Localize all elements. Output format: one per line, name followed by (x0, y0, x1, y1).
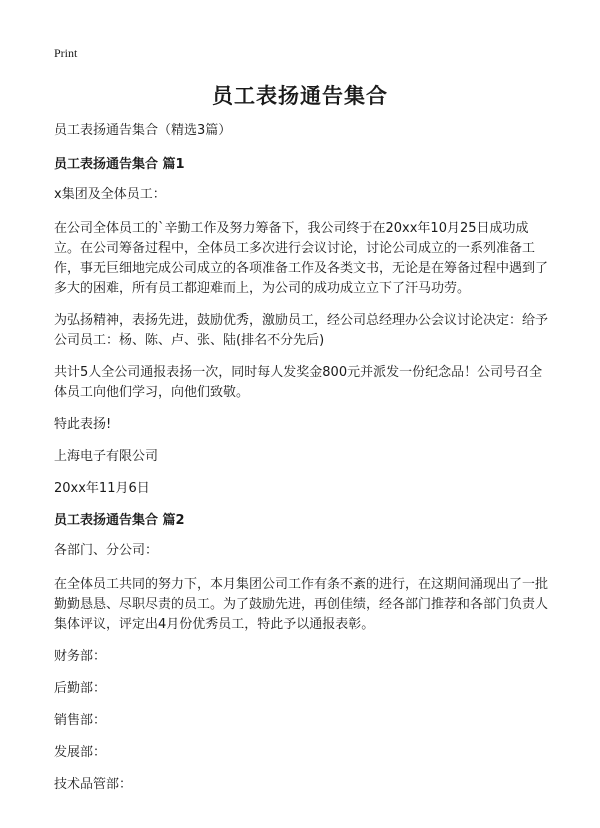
department-logistics: 后勤部： (54, 681, 107, 696)
article2-heading: 员工表扬通告集合 篇2 (54, 513, 185, 528)
intro-text: 员工表扬通告集合（精选3篇） (54, 123, 232, 138)
page-title: 员工表扬通告集合 (212, 84, 388, 108)
document-body (54, 121, 554, 807)
article1-paragraph-1: 在公司全体员工的`辛勤工作及努力筹备下，我公司终于在20xx年10月25日成功成立。在公司筹备过程中，全体员工多次进行会议讨论，讨论公司成立的一系列准备工作，事无巨细地完成公司成立的各项准备工作及各类文书，无论是在筹备过程中遇到了多大的困难，所有员工都迎难而上，为公司的成功成立立下了汗马功劳。 (54, 221, 549, 296)
department-development: 发展部： (54, 745, 107, 760)
print-label: Print (54, 46, 78, 60)
article2-paragraph: 在全体员工共同的努力下，本月集团公司工作有条不紊的进行，在这期间涌现出了一批勤勤恳恳、尽职尽责的员工。为了鼓励先进，再创佳绩，经各部门推荐和各部门负责人集体评议，评定出4月份优秀员工，特此予以通报表彰。 (54, 577, 549, 632)
article1-closing: 特此表扬! (54, 417, 112, 432)
article2-salutation: 各部门、分公司： (54, 543, 159, 558)
article1-company: 上海电子有限公司 (54, 449, 159, 464)
article1-heading: 员工表扬通告集合 篇1 (54, 157, 185, 172)
department-finance: 财务部： (54, 649, 107, 664)
article1-date: 20xx年11月6日 (54, 481, 150, 496)
article1-salutation: x集团及全体员工： (54, 187, 166, 202)
article1-paragraph-2: 为弘扬精神，表扬先进，鼓励优秀，激励员工，经公司总经理办公会议讨论决定：给予公司员工：杨、陈、卢、张、陆(排名不分先后) (54, 313, 549, 348)
article1-paragraph-3: 共计5人全公司通报表扬一次，同时每人发奖金800元并派发一份纪念品！公司号召全体员工向他们学习，向他们致敬。 (54, 365, 543, 400)
department-tech-qc: 技术品管部： (54, 777, 133, 792)
department-sales: 销售部： (54, 713, 107, 728)
